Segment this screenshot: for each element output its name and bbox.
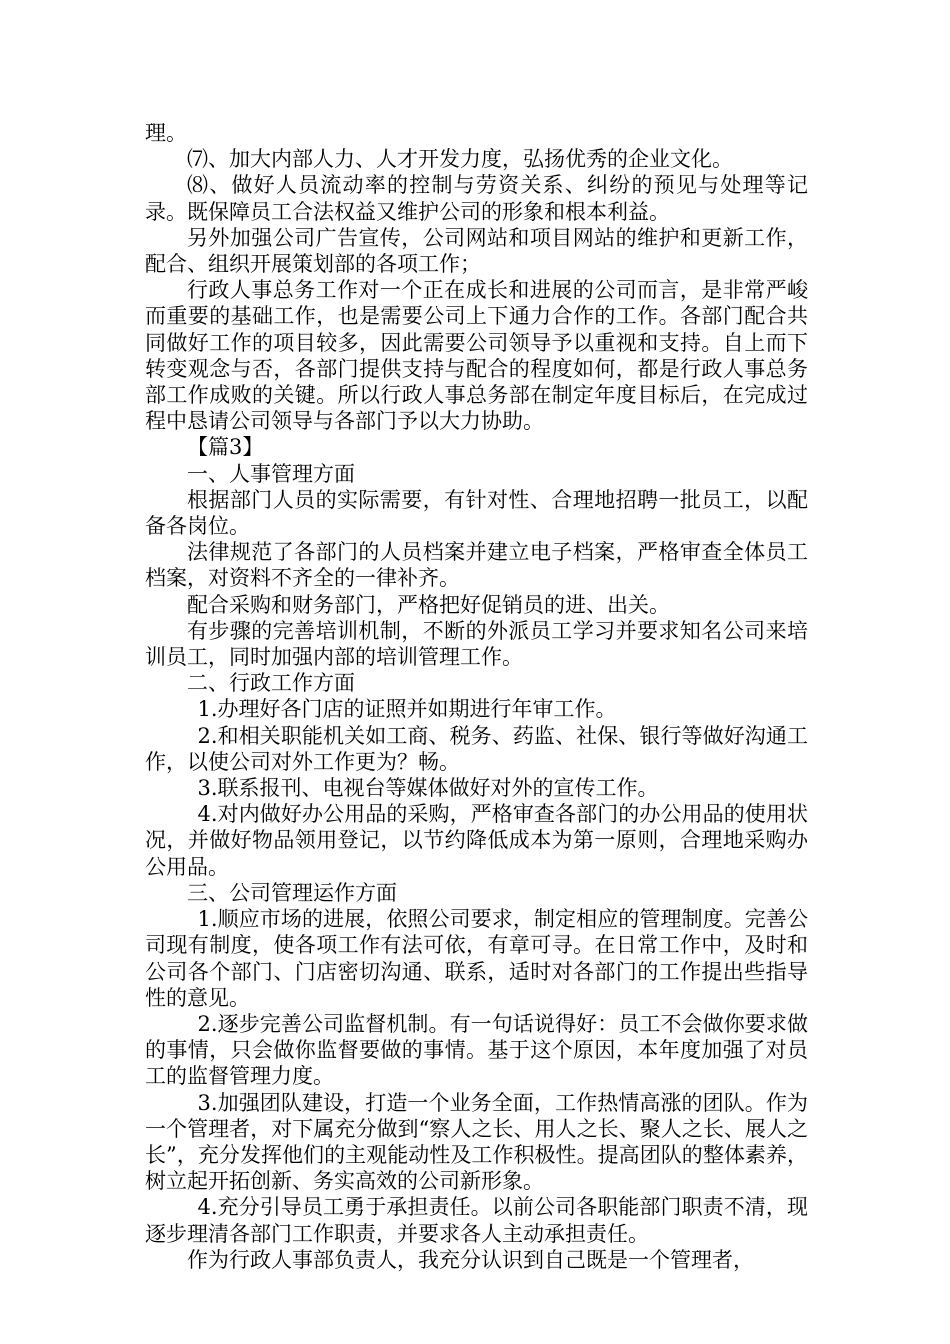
numbered-item: 3.联系报刊、电视台等媒体做好对外的宣传工作。 (197, 776, 659, 801)
paragraph: ⑻、做好人员流动率的控制与劳资关系、纠纷的预见与处理等记录。既保障员工合法权益又维护公司的形象和根本利益。 (145, 173, 808, 224)
paragraph: ⑺、加大内部人力、人才开发力度，弘扬优秀的企业文化。 (187, 147, 733, 172)
numbered-item: 2.逐步完善公司监督机制。有一句话说得好：员工不会做你要求做的事情，只会做你监督要做的事情。基于这个原因，本年度加强了对员工的监督管理力度。 (145, 1011, 808, 1089)
paragraph: 有步骤的完善培训机制，不断的外派员工学习并要求知名公司来培训员工，同时加强内部的培训管理工作。 (145, 618, 808, 670)
paragraph: 另外加强公司广告宣传，公司网站和项目网站的维护和更新工作，配合、组织开展策划部的各项工作； (145, 225, 808, 277)
paragraph: 行政人事总务工作对一个正在成长和进展的公司而言，是非常严峻而重要的基础工作，也是需要公司上下通力合作的工作。各部门配合共同做好工作的项目较多，因此需要公司领导予以重视和支持。自上而下转变观念与否，各部门提供支持与配合的程度如何，都是行政人事总务部工作成败的关键。所以行政人事总务部在制定年度目标后，在完成过程中恳请公司领导与各部门予以大力协助。 (145, 278, 808, 434)
numbered-item: 4.充分引导员工勇于承担责任。以前公司各职能部门职责不清，现逐步理清各部门工作职责，并要求各人主动承担责任。 (145, 1195, 808, 1246)
paragraph: 根据部门人员的实际需要，有针对性、合理地招聘一批员工，以配备各岗位。 (145, 487, 808, 539)
paragraph: 法律规范了各部门的人员档案并建立电子档案，严格审查全体员工档案，对资料不齐全的一律补齐。 (145, 540, 808, 591)
numbered-item: 3.加强团队建设，打造一个业务全面，工作热情高涨的团队。作为一个管理者，对下属充分做到“察人之长、用人之长、聚人之长、展人之长”，充分发挥他们的主观能动性及工作积极性。提高团队的整体素养，树立起开拓创新、务实高效的公司新形象。 (145, 1090, 808, 1194)
section-heading: 二、行政工作方面 (187, 671, 355, 696)
numbered-item: 4.对内做好办公用品的采购，严格审查各部门的办公用品的使用状况，并做好物品领用登记，以节约降低成本为第一原则，合理地采购办公用品。 (145, 802, 808, 879)
numbered-item: 1.办理好各门店的证照并如期进行年审工作。 (197, 697, 617, 722)
section-heading: 一、人事管理方面 (187, 461, 355, 486)
section-heading: 三、公司管理运作方面 (187, 880, 397, 905)
document-page (145, 120, 808, 1273)
numbered-item: 1.顺应市场的进展，依照公司要求，制定相应的管理制度。完善公司现有制度，使各项工作有法可依，有章可寻。在日常工作中，及时和公司各个部门、门店密切沟通、联系，适时对各部门的工作提出些指导性的意见。 (145, 907, 808, 1010)
paragraph: 理。 (145, 121, 187, 145)
paragraph: 配合采购和财务部门，严格把好促销员的进、出关。 (187, 592, 670, 617)
paragraph: 作为行政人事部负责人，我充分认识到自己既是一个管理者， (187, 1247, 754, 1272)
section-heading: 【篇3】 (187, 435, 264, 460)
numbered-item: 2.和相关职能机关如工商、税务、药监、社保、银行等做好沟通工作，以使公司对外工作更为？畅。 (145, 723, 808, 774)
